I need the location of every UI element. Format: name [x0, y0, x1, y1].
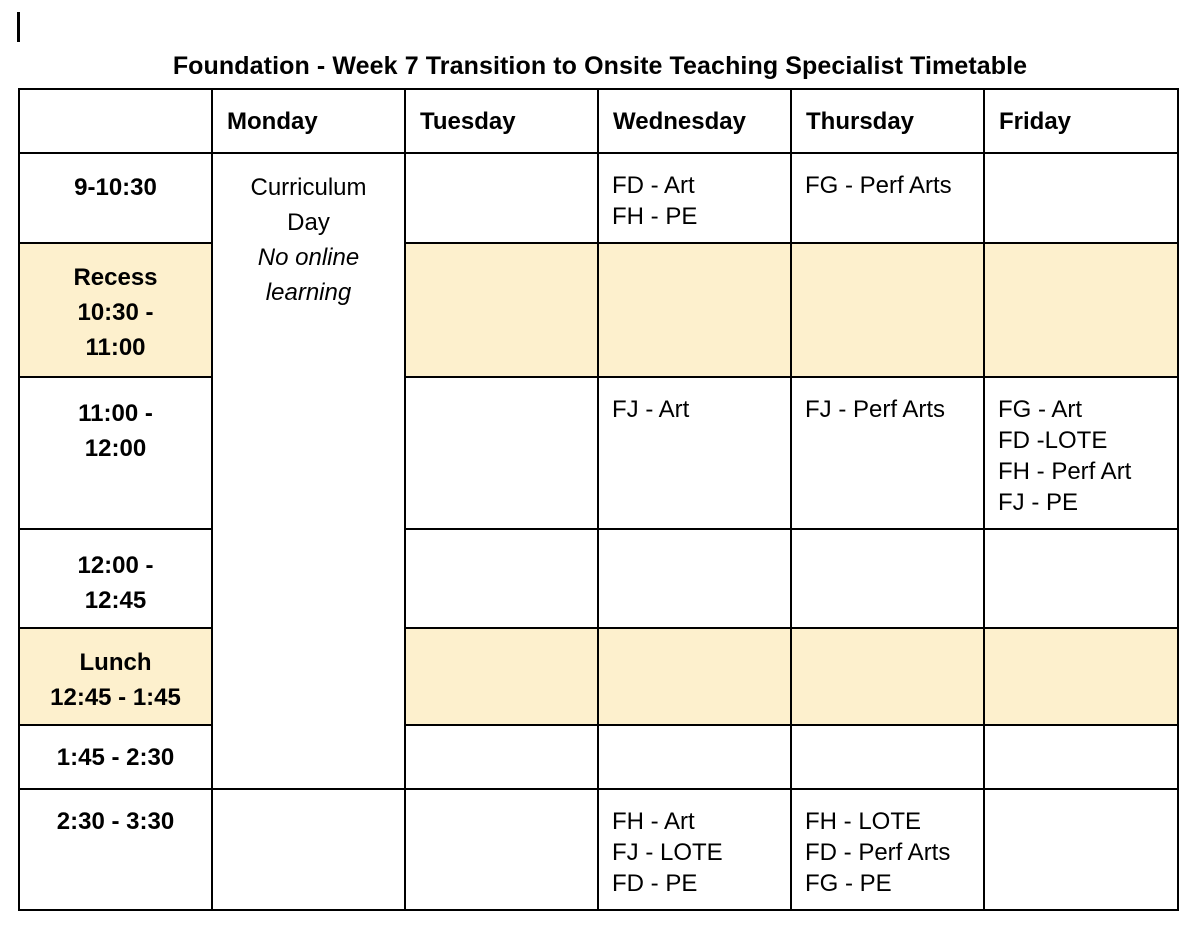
table-row	[19, 153, 1178, 243]
class-entry: FD -LOTE	[998, 427, 1108, 454]
time-cell	[19, 789, 212, 910]
header-row	[19, 89, 1178, 153]
time-label: 12:00 -	[77, 552, 154, 579]
time-label: Lunch	[79, 649, 152, 676]
time-label: 10:30 -	[77, 299, 154, 326]
cell-tuesday	[405, 243, 598, 377]
header-corner	[19, 89, 212, 153]
cell-tuesday	[405, 628, 598, 725]
cell-tuesday	[405, 377, 598, 529]
cell-wednesday	[598, 153, 791, 243]
cell-tuesday	[405, 529, 598, 628]
table-row	[19, 725, 1178, 789]
cell-tuesday	[405, 789, 598, 910]
curriculum-label: Curriculum	[250, 174, 367, 201]
curriculum-note: learning	[265, 279, 352, 306]
curriculum-note: No online	[257, 244, 360, 271]
header-monday: Monday	[212, 89, 405, 153]
time-cell	[19, 377, 212, 529]
time-label: 2:30 - 3:30	[56, 808, 175, 835]
class-entry: FG - Perf Arts	[805, 172, 952, 199]
time-label: 1:45 - 2:30	[56, 744, 175, 771]
table-row	[19, 377, 1178, 529]
cell-thursday	[791, 725, 984, 789]
table-row	[19, 628, 1178, 725]
time-label: 11:00 -	[78, 400, 153, 427]
page-title: Foundation - Week 7 Transition to Onsite Teaching Specialist Timetable	[172, 52, 1028, 80]
class-entry: FH - Perf Art	[998, 458, 1132, 485]
cell-thursday	[791, 243, 984, 377]
cell-wednesday	[598, 377, 791, 529]
time-label: 11:00	[85, 334, 146, 361]
cell-thursday	[791, 789, 984, 910]
time-label: Recess	[73, 264, 158, 291]
time-label: 12:45 - 1:45	[50, 684, 181, 711]
time-cell	[19, 725, 212, 789]
table-row	[19, 529, 1178, 628]
cell-friday	[984, 153, 1178, 243]
header-wednesday: Wednesday	[598, 89, 791, 153]
cell-friday	[984, 628, 1178, 725]
cell-wednesday	[598, 725, 791, 789]
cell-wednesday	[598, 628, 791, 725]
cell-wednesday	[598, 529, 791, 628]
time-cell	[19, 243, 212, 377]
cell-thursday	[791, 153, 984, 243]
time-cell	[19, 529, 212, 628]
class-entry: FG - Art	[998, 396, 1082, 423]
cell-tuesday	[405, 725, 598, 789]
cell-friday	[984, 243, 1178, 377]
class-entry: FD - Perf Arts	[805, 839, 951, 866]
timetable	[18, 88, 1179, 911]
class-entry: FH - LOTE	[805, 808, 922, 835]
cell-wednesday	[598, 789, 791, 910]
class-entry: FG - PE	[805, 870, 892, 897]
time-cell	[19, 153, 212, 243]
class-entry: FJ - PE	[998, 489, 1079, 516]
time-cell	[19, 628, 212, 725]
cell-friday	[984, 529, 1178, 628]
class-entry: FH - Art	[612, 808, 695, 835]
table-row	[19, 789, 1178, 910]
cell-wednesday	[598, 243, 791, 377]
cell-friday	[984, 789, 1178, 910]
cell-thursday	[791, 628, 984, 725]
cell-friday	[984, 725, 1178, 789]
cell-friday	[984, 377, 1178, 529]
header-thursday: Thursday	[791, 89, 984, 153]
time-label: 12:45	[84, 587, 147, 614]
curriculum-label: Day	[287, 209, 330, 236]
class-entry: FJ - Perf Arts	[805, 396, 946, 423]
header-tuesday: Tuesday	[405, 89, 598, 153]
time-label: 12:00	[84, 435, 147, 462]
cell-thursday	[791, 377, 984, 529]
class-entry: FJ - LOTE	[612, 839, 723, 866]
cell-monday	[212, 789, 405, 910]
cell-tuesday	[405, 153, 598, 243]
time-label: 9-10:30	[74, 174, 157, 201]
header-friday: Friday	[984, 89, 1178, 153]
table-row	[19, 243, 1178, 377]
class-entry: FH - PE	[612, 203, 698, 230]
class-entry: FD - Art	[612, 172, 695, 199]
text-cursor	[17, 12, 20, 42]
class-entry: FD - PE	[612, 870, 698, 897]
cell-thursday	[791, 529, 984, 628]
class-entry: FJ - Art	[612, 396, 690, 423]
monday-curriculum-day-cell	[212, 153, 405, 789]
